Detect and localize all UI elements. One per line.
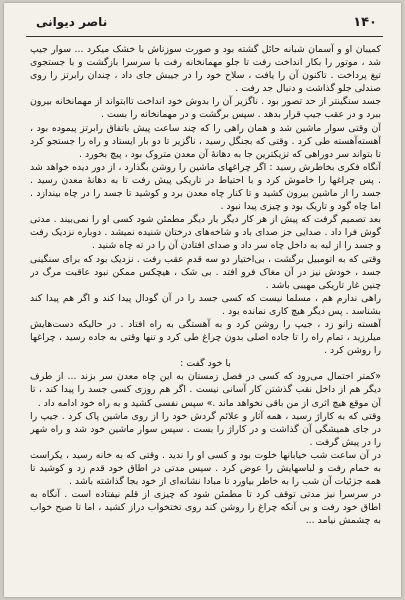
paragraph: راهی ندارم هم ، مسلما نیست که کسی جسد را در آن گودال پیدا کند و اگر هم پیدا کند بشناسد . پس دیگر هیچ کاری نمانده بود .: [30, 292, 381, 317]
book-page: [4, 3, 401, 597]
page-number: ۱۴۰: [353, 15, 377, 30]
paragraph: وقتی که به اتومبیل برگشت ، بی‌اختیار دو سه قدم عقب رفت . نزدیک بود که برای سنگینی جسد ، خودش نیز در آن مغاک فرو افتد . بی شک ، هیچکس ممکن نبود عاقبت مرگ در چنین غار تاریکی مهیبی باشد .: [30, 253, 381, 291]
paragraph: بعد تصمیم گرفت که پیش از هر کار دیگر بار دیگر مطمئن شود کسی او را نمی‌بیند . مدتی گوش فرا داد . صدایی جز صدای باد و شاخه‌های درختان شنیده نمیشد . دوباره نزدیک رفت و جسد را از لبه به داخل چاه سر داد و صدای افتادن آن را در ته چاه شنید .: [30, 214, 381, 252]
paragraph: «کمتر احتمال می‌رود که کسی در فصل زمستان به این چاه معدن سر بزند ... از طرف دیگر هم از داخل نقب گذشتن کار آسانی نیست . اگر هم روزی کسی جسد را پیدا کند ، تا آن موقع هیچ اثری از من باقی نخواهد ماند .» سپس نفسی کشید و به راه خود ادامه داد .: [30, 371, 381, 409]
paragraph: آهسته زانو زد ، جیپ را روشن کرد و به آهستگی به راه افتاد . در حالیکه دست‌هایش میلرزید ، تمام راه را تا جاده اصلی بدون چراغ طی کرد و تنها وقتی به جاده رسید ، چراغها را روشن کرد .: [30, 318, 381, 357]
page-header: [26, 13, 383, 35]
paragraph: در آن ساعت شب خیابانها خلوت بود و کسی او را ندید . وقتی که به خانه رسید ، یکراست به حمام رفت و لباسهایش را عوض کرد . سپس مدتی در اطاق خود قدم زد و کوشید تا همه جزئیات آن شب را به خاطر بیاورد تا مبادا نشانه‌ای از خود بجا گذاشته باشد .: [30, 449, 381, 488]
header-rule: [26, 36, 383, 37]
paragraph: آنگاه فکری بخاطرش رسید : اگر چراغهای ماشین را روشن بگذارد ، از دور دیده خواهد شد . پس چراغها را خاموش کرد و با احتیاط در تاریکی پیش رفت تا به دهانهٔ معدن رسید . جسد را از ماشین بیرون کشید و تا کنار چاه معدن برد و کوشید تا جسد را در چاه بیندازد . اما چاه گود و تاریک بود و چیزی پیدا نبود .: [30, 161, 381, 213]
paragraph: آن وقتی سوار ماشین شد و همان راهی را که چند ساعت پیش باتفاق رابرتز پیموده بود ، آهسته‌آهسته طی کرد . وقتی که بجنگل رسید ، ناگزیر تا دو بار ایستاد و راه را جستجو کرد تا بتواند سر دوراهی که تزیکترین جا به دهانهٔ آن معدن متروک بود ، پیچ بخورد .: [30, 122, 381, 160]
paragraph: در سرسرا نیز مدتی توقف کرد تا مطمئن شود که چیزی از قلم نیفتاده است . آنگاه به اطاق خود رفت و بی آنکه چراغ را روشن کند روی تختخواب دراز کشید ، اما تا صبح خواب به چشمش نیامد ...: [30, 489, 381, 527]
body-text: [30, 43, 381, 583]
running-title: ناصر دیوانی: [36, 15, 108, 29]
paragraph: جسد سنگینتر از حد تصور بود . ناگزیر آن را بدوش خود انداخت تاابتواند از مهمانخانه بیرون ببرد و در عقب جیپ قرار بدهد . سپس برگشت و در مهمانخانه را بست .: [30, 96, 381, 121]
paragraph: کمیبان او و آسمان شبانه حائل گشته بود و صورت سوزناش با خشک میکرد ... سوار جیپ شد ، موتور را بکار انداخت رفت تا جلو مهمانخانه رفت با سرسرا بازگشت و با جستجوی تیغ پرداخت . تاکنون آن را یافت ، سلاح خود را در جیبش جای داد ، چندان رابرتز را روی صندلی جلو گذاشت و دنبال جد رفت .: [30, 44, 381, 95]
paragraph: وقتی که به کاراژ رسید ، همه آثار و علائم گردش خود را از روی ماشین پاک کرد . جیپ را در جای همیشگی آن گذاشت و در کاراژ را بست . سپس سوار ماشین خود شد و راه شهر را در پیش گرفت .: [30, 410, 381, 448]
paragraph: با خود گفت :: [180, 358, 231, 370]
